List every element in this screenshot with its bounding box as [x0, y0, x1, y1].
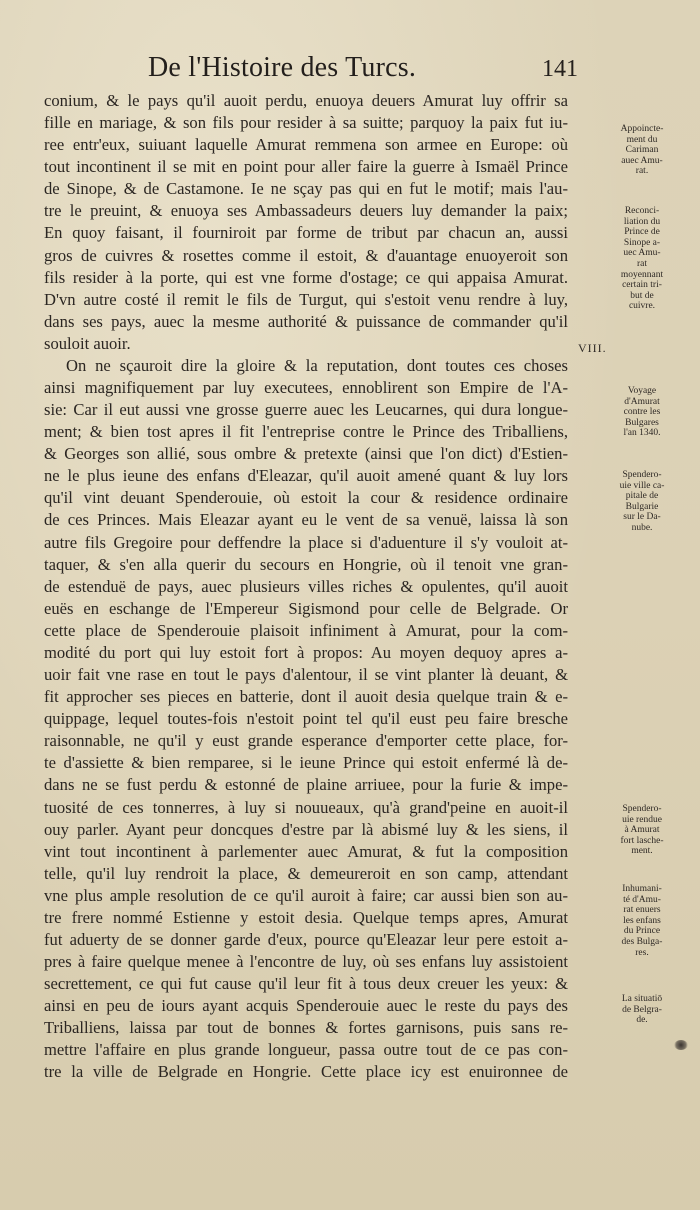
text-line: fille en mariage, & son fils pour resider à sa suitte; parquoy la paix fut iu-	[44, 113, 568, 133]
text-line: mettre l'affaire en plus grande longueur, passa outre tout de ce pas con-	[44, 1040, 568, 1060]
text-line: vint tout incontinent à parlementer auec Amurat, & fut la composition	[44, 841, 568, 861]
paragraph-start-line: On ne sçauroit dire la gloire & la reputation, dont toutes ces choses	[66, 355, 568, 375]
text-line: te d'assiette & bien remparee, si le ieune Prince qui estoit enfermé là de-	[44, 753, 568, 773]
text-line: dans ses pays, auec la mesme authorité & puissance de commander qu'il	[44, 311, 568, 331]
page-header	[148, 52, 578, 92]
text-line: euës en eschange de l'Empereur Sigismond pour celle de Belgrade. Or	[44, 598, 568, 618]
text-line: sie: Car il eut aussi vne grosse guerre auec les Leucarnes, qui dura longue-	[44, 400, 568, 420]
text-line: fit approcher ses pieces en batterie, dont il auoit desia quelque train & e-	[44, 687, 568, 707]
text-line: ainsi magnifiquement par luy executees, ennoblirent son Empire de l'A-	[44, 378, 568, 398]
text-line: qu'il vint deuant Spenderouie, où estoit la cour & residence ordinaire	[44, 488, 568, 508]
text-line: telle, qu'il luy rendroit la place, & demeureroit en son camp, attendant	[44, 863, 568, 883]
text-line: de Sinope, & de Castamone. Ie ne sçay pas qui en fut le motif; mais l'au-	[44, 179, 568, 199]
text-line: conium, & le pays qu'il auoit perdu, enuoya deuers Amurat luy offrir sa	[44, 91, 568, 110]
text-line: ouy parler. Ayant peur doncques d'estre par là abismé luy & les siens, il	[44, 819, 568, 839]
text-line: secrettement, ce qui fut cause qu'il leur fit à tous deux creuer les yeux: &	[44, 974, 568, 994]
margin-note-appointment: Appoincte- ment du Cariman auec Amu- rat.	[620, 124, 664, 177]
paragraph-end-line: souloit auoir.	[44, 333, 131, 353]
margin-note-belgrade: La situatiō de Belgra- de.	[621, 994, 663, 1026]
text-line: tre frere nommé Estienne y estoit desia. Quelque temps apres, Amurat	[44, 907, 568, 927]
text-line: ainsi en peu de iours ayant acquis Spenderouie auec le reste du pays des	[44, 996, 568, 1016]
text-line: ne le plus ieune des enfans d'Eleazar, qu'il auoit amené quant & luy lors	[44, 466, 568, 486]
margin-note-reconciliation: Reconci- liation du Prince de Sinope a- uec Amu- rat moyennant certain tri- but de cuivre.	[620, 206, 664, 312]
text-line: tre le preuint, & enuoya ses Ambassadeurs deuers luy demander la paix;	[44, 201, 568, 221]
text-line: vne plus ample resolution de ce qu'il auroit à faire; car aussi bien son au-	[44, 885, 568, 905]
text-line: cette place de Spenderouie plaisoit infiniment à Amurat, pour la com-	[44, 620, 568, 640]
text-line: ment; & bien tost apres il fit l'entreprise contre le Prince des Triballiens,	[44, 422, 568, 442]
text-line: taquer, & s'en alla querir du secours en Hongrie, où il tenoit vne gran-	[44, 554, 568, 574]
text-line: tuosité de ces tonnerres, à luy si nouueaux, qu'à grand'peine en auoit-il	[44, 797, 568, 817]
text-line: de ces Princes. Mais Eleazar ayant eu le vent de sa venuë, laissa là son	[44, 510, 568, 530]
text-line: tout incontinent il se mit en point pour aller faire la guerre à Ismaël Prince	[44, 157, 568, 177]
text-line: & Georges son allié, sous ombre & pretexte (ainsi que l'on dict) d'Estien-	[44, 444, 568, 464]
text-line: ree entr'eux, suiuant laquelle Amurat remmena son armee en Europe: où	[44, 135, 568, 155]
text-line: fils resider à la porte, qui est vne forme d'ostage; ce qui appaisa Amurat.	[44, 267, 568, 287]
text-line: quippage, lequel toutes-fois n'estoit point tel qu'il eust peu faire bresche	[44, 709, 568, 729]
ink-spot	[674, 1040, 688, 1050]
running-title: De l'Histoire des Turcs.	[148, 52, 417, 83]
text-line: Triballiens, laissa par tout de bonnes & fortes garnisons, puis sans re-	[44, 1018, 568, 1038]
margin-note-inhumanity: Inhumani- té d'Amu- rat enuers les enfans du Prince des Bulga- res.	[621, 884, 663, 958]
text-line: tre la ville de Belgrade en Hongrie. Cette place icy est enuironnee de	[44, 1062, 568, 1082]
text-line: uoir fait vne rase en tout le pays d'alentour, il se vint planter là deuant, &	[44, 665, 568, 685]
text-line: de estenduë de pays, auec plusieurs villes riches & opulentes, qu'il auoit	[44, 576, 568, 596]
margin-note-surrender: Spendero- uie rendue à Amurat fort lasche- ment.	[620, 804, 664, 857]
text-line: modité du port qui luy estoit fort à propos: Au moyen dequoy apres a-	[44, 642, 568, 662]
chapter-number: VIII.	[578, 341, 607, 355]
text-line: En quoy faisant, il fourniroit par forme de tribut par chacun an, aussi	[44, 223, 568, 243]
text-line: pres à faire quelque menee à l'encontre de luy, où ses enfans luy assistoient	[44, 952, 568, 972]
page-number: 141	[542, 56, 578, 82]
text-line: raisonnable, ne qu'il y eust grande esperance d'emporter cette place, for-	[44, 731, 568, 751]
text-line: autre fils Gregoire pour deffendre la place si d'aduenture il s'y vouloit at-	[44, 532, 568, 552]
text-line: dans ne se fust perdu & estonné de plaine arriuee, pour la furie & impe-	[44, 775, 568, 795]
text-line: D'vn autre costé il remit le fils de Turgut, qui s'estoit venu rendre à luy,	[44, 289, 568, 309]
text-line: fut aduerty de se donner garde d'eux, pource qu'Eleazar leur pere estoit a-	[44, 929, 568, 949]
text-line: gros de cuivres & rosettes comme il estoit, & d'auantage enuoyeroit son	[44, 245, 568, 265]
margin-note-spenderouie: Spendero- uie ville ca- pitale de Bulgarie sur le Da- nube.	[619, 470, 665, 533]
margin-note-voyage: Voyage d'Amurat contre les Bulgares l'an 1340.	[623, 386, 661, 439]
